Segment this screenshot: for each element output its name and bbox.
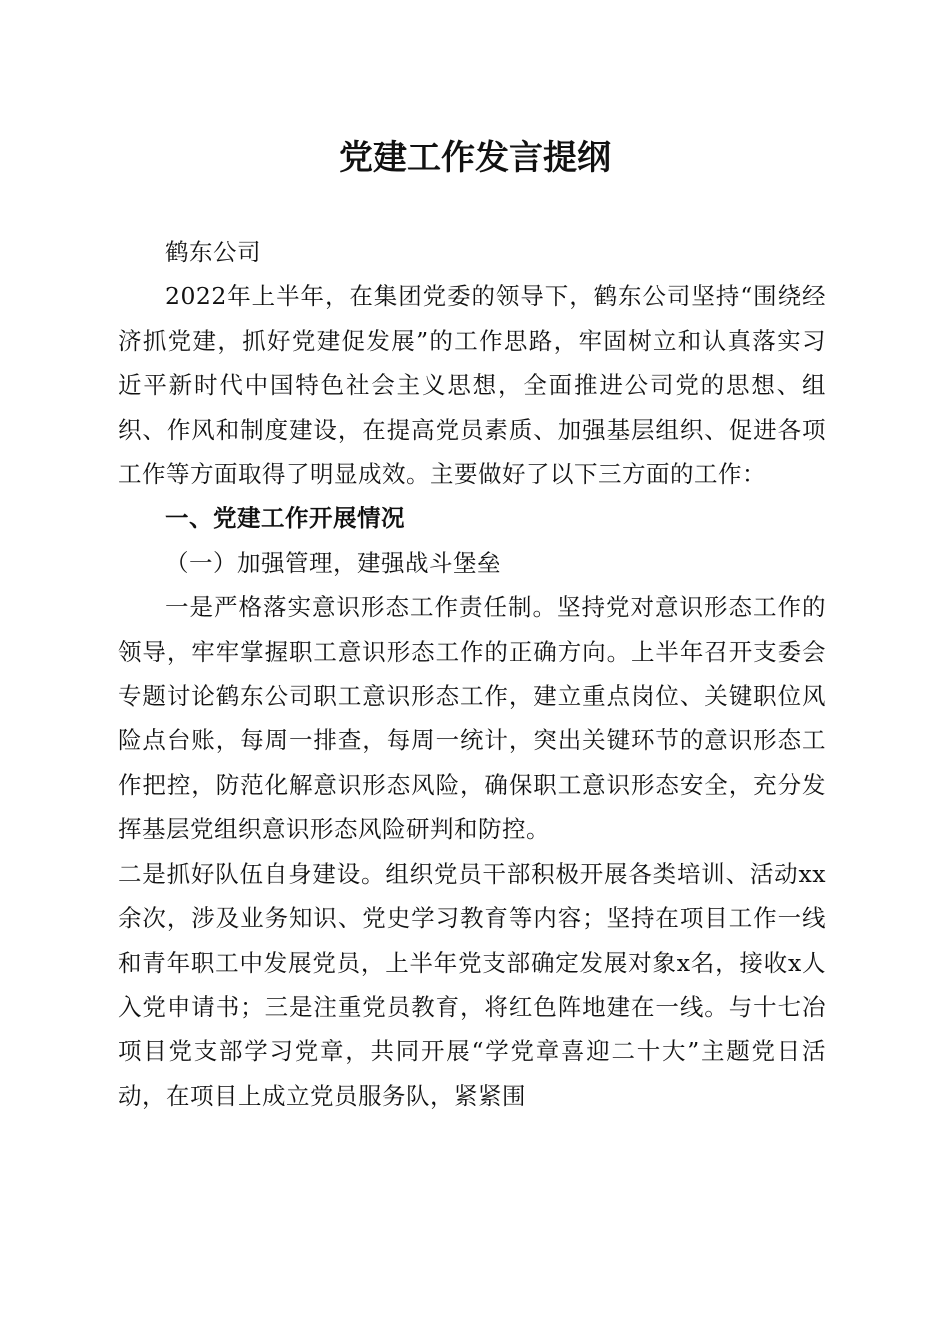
point-2-paragraph: 二是抓好队伍自身建设。组织党员干部积极开展各类培训、活动xx余次，涉及业务知识、党史学习教育等内容；坚持在项目工作一线和青年职工中发展党员，上半年党支部确定发展对象x名，接收x人入党申请书；三是注重党员教育，将红色阵地建在一线。与十七冶项目党支部学习党章，共同开展“学党章喜迎二十大”主题党日活动，在项目上成立党员服务队，紧紧围: [118, 859, 826, 1110]
subsection-heading: （一）加强管理，建强战斗堡垒: [165, 548, 501, 577]
point-1-lead: 一是严格落实意识形态工作责任制。: [165, 593, 557, 622]
section-heading: 一、党建工作开展情况: [165, 504, 405, 533]
author-line: 鹤东公司: [165, 238, 261, 266]
point-1-paragraph: [118, 585, 826, 851]
intro-paragraph: 2022年上半年，在集团党委的领导下，鹤东公司坚持“围绕经济抓党建，抓好党建促发展”的工作思路，牢固树立和认真落实习近平新时代中国特色社会主义思想，全面推进公司党的思想、组织、作风和制度建设，在提高党员素质、加强基层组织、促进各项工作等方面取得了明显成效。主要做好了以下三方面的工作：: [118, 282, 826, 489]
document-body: [118, 230, 826, 1118]
point-1-text: 坚持党对意识形态工作的领导，牢牢掌握职工意识形态工作的正确方向。上半年召开支委会专题讨论鹤东公司职工意识形态工作，建立重点岗位、关键职位风险点台账，每周一排查，每周一统计，突出关键环节的意识形态工作把控，防范化解意识形态风险，确保职工意识形态安全，充分发挥基层党组织意识形态风险研判和防控。: [118, 593, 826, 844]
document-title: 党建工作发言提纲: [339, 138, 611, 178]
